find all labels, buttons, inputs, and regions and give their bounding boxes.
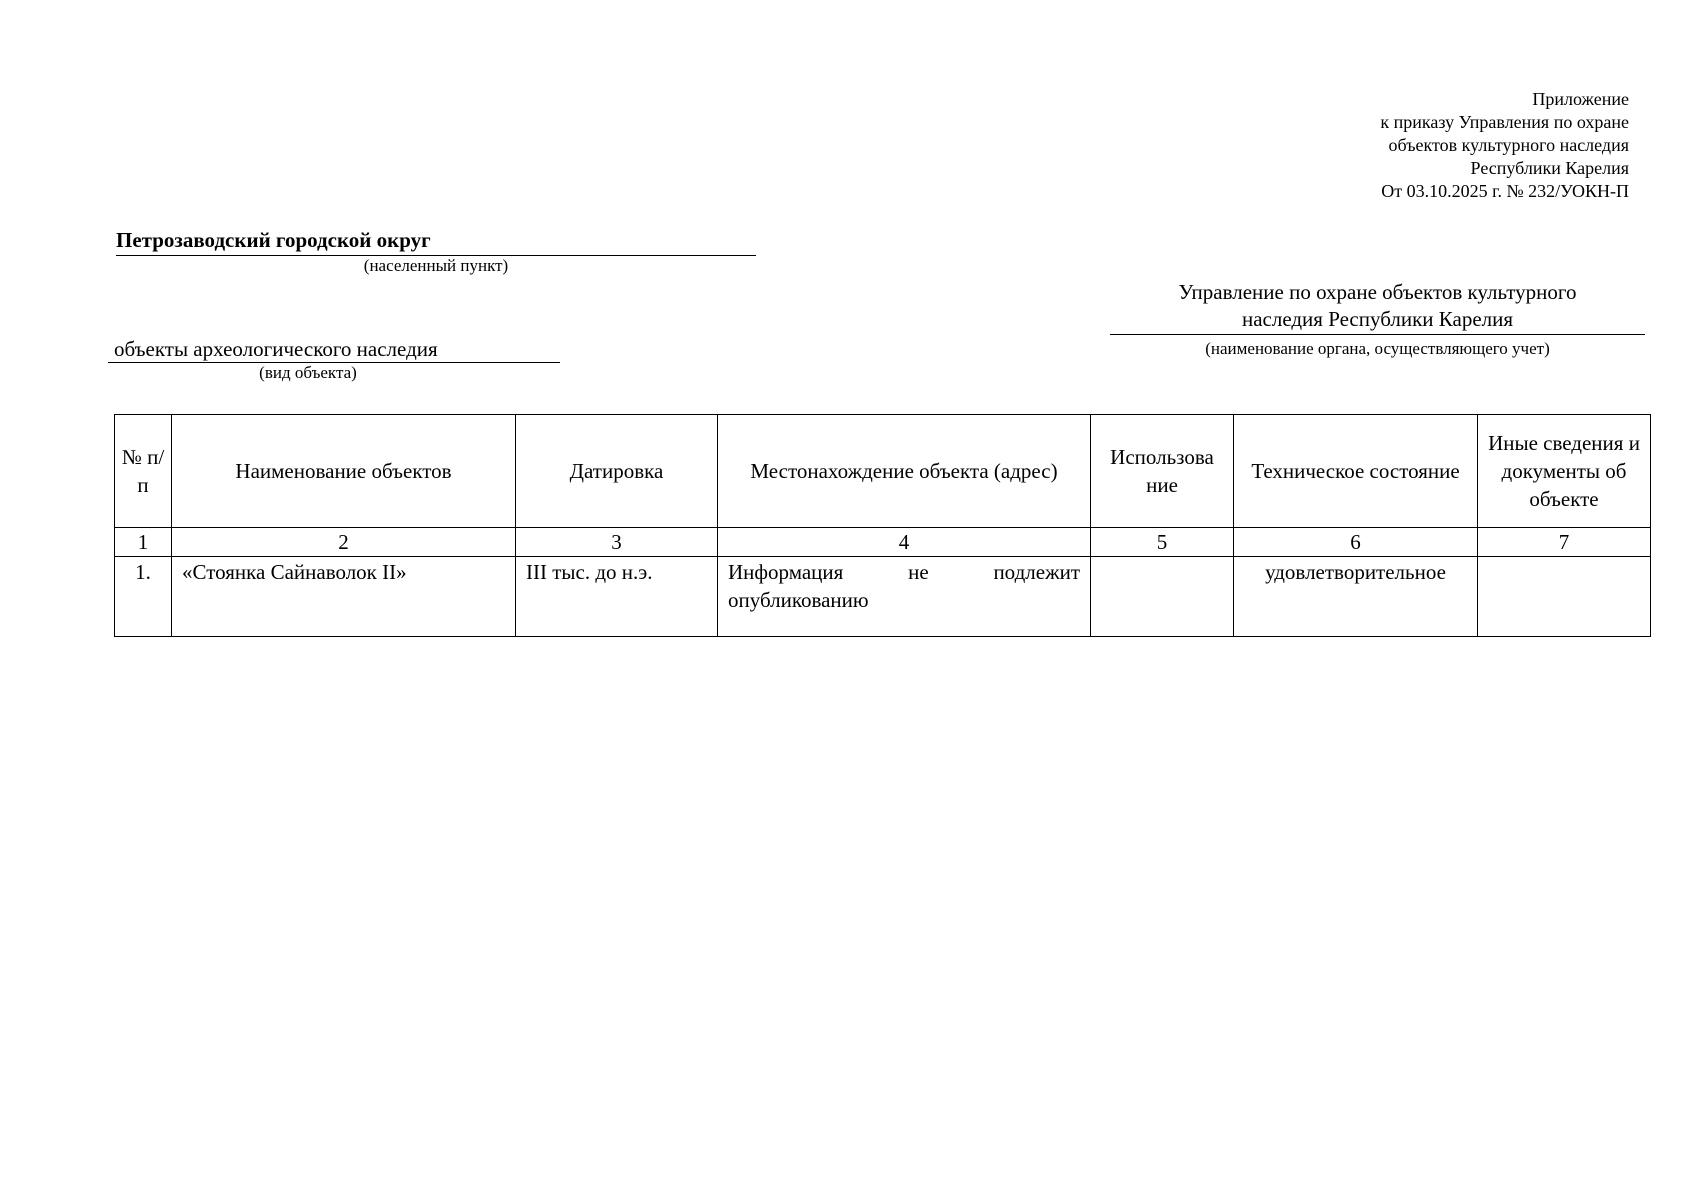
- header-number: № п/п: [115, 415, 172, 528]
- appendix-line: Республики Карелия: [1470, 158, 1629, 178]
- column-number: 7: [1478, 528, 1651, 557]
- object-type-caption: (вид объекта): [259, 363, 357, 382]
- cell-number: 1.: [115, 557, 172, 637]
- authority-value-line: Управление по охране объектов культурного: [1178, 280, 1577, 304]
- registry-table: [114, 414, 1651, 637]
- appendix-line: Приложение: [1532, 89, 1629, 109]
- header-other: Иные сведения и документы об объекте: [1478, 415, 1651, 528]
- column-number: 3: [516, 528, 718, 557]
- header-name: Наименование объектов: [172, 415, 516, 528]
- cell-location: Информация не подлежит опубликованию: [718, 557, 1091, 637]
- cell-other: [1478, 557, 1651, 637]
- header-usage: Использова ние: [1091, 415, 1234, 528]
- appendix-line: к приказу Управления по охране: [1380, 112, 1629, 132]
- authority-field: [1110, 279, 1645, 359]
- header-state: Техническое состояние: [1234, 415, 1478, 528]
- authority-value: [1110, 279, 1645, 335]
- appendix-block: [1380, 88, 1629, 203]
- column-number: 5: [1091, 528, 1234, 557]
- column-number-row: [115, 528, 1651, 557]
- header-dating: Датировка: [516, 415, 718, 528]
- cell-usage: [1091, 557, 1234, 637]
- locality-caption: (населенный пункт): [363, 256, 509, 275]
- object-type-value: объекты археологического наследия: [108, 336, 560, 363]
- table-header-row: [115, 415, 1651, 528]
- appendix-line: объектов культурного наследия: [1388, 135, 1629, 155]
- header-location: Местонахождение объекта (адрес): [718, 415, 1091, 528]
- column-number: 2: [172, 528, 516, 557]
- locality-value: Петрозаводский городской округ: [116, 227, 756, 256]
- authority-value-line: наследия Республики Карелия: [1241, 307, 1514, 331]
- authority-caption: (наименование органа, осуществляющего учет): [1205, 339, 1550, 358]
- cell-dating: III тыс. до н.э.: [516, 557, 718, 637]
- column-number: 1: [115, 528, 172, 557]
- cell-state: удовлетворительное: [1234, 557, 1478, 637]
- column-number: 4: [718, 528, 1091, 557]
- column-number: 6: [1234, 528, 1478, 557]
- table-row: [115, 557, 1651, 637]
- object-type-field: [108, 336, 560, 383]
- locality-field: [116, 227, 756, 276]
- cell-name: «Стоянка Сайнаволок II»: [172, 557, 516, 637]
- appendix-order-line: От 03.10.2025 г. № 232/УОКН-П: [1381, 181, 1629, 201]
